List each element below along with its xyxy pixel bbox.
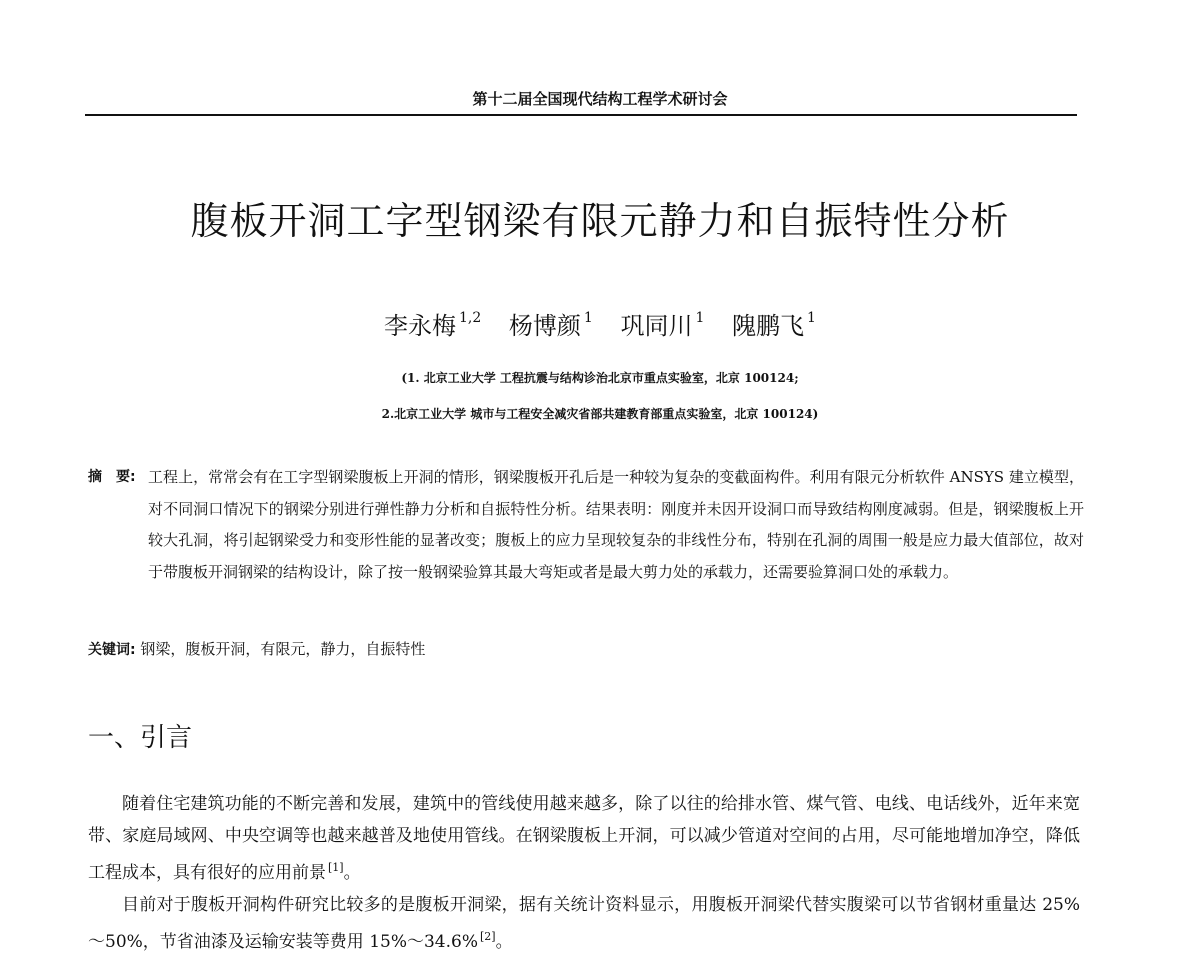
conference-header: 第十二届全国现代结构工程学术研讨会 bbox=[472, 90, 728, 108]
author-2 bbox=[509, 312, 593, 340]
author-affiliation-mark: 1 bbox=[807, 310, 816, 326]
abstract-block bbox=[88, 462, 1084, 588]
paragraph-1 bbox=[88, 788, 1080, 889]
author-name: 隗鹏飞 bbox=[732, 312, 805, 340]
author-name: 李永梅 bbox=[384, 312, 457, 340]
abstract-text: 工程上，常常会有在工字型钢梁腹板上开洞的情形，钢梁腹板开孔后是一种较为复杂的变截面构件。利用有限元分析软件 ANSYS 建立模型，对不同洞口情况下的钢梁分别进行弹性静力分析和自振特性分析。结果表明：刚度并未因开设洞口而导致结构刚度减弱。但是，钢梁腹板上开较大孔洞，将引起钢梁受力和变形性能的显著改变；腹板上的应力呈现较复杂的非线性分布，特别在孔洞的周围一般是应力最大值部位，故对于带腹板开洞钢梁的结构设计，除了按一般钢梁验算其最大弯矩或者是最大剪力处的承载力，还需要验算洞口处的承载力。 bbox=[148, 468, 1084, 581]
section-heading-introduction: 一、引言 bbox=[88, 723, 193, 753]
paragraph-2-text: 目前对于腹板开洞构件研究比较多的是腹板开洞梁，据有关统计资料显示，用腹板开洞梁代替实腹梁可以节省钢材重量达 25%～50%，节省油漆及运输安装等费用 15%～34.6% bbox=[88, 895, 1080, 952]
abstract-label: 摘 要: bbox=[88, 469, 136, 485]
keywords-block bbox=[88, 634, 1084, 666]
paragraph-1-end: 。 bbox=[343, 863, 361, 883]
author-3 bbox=[620, 312, 704, 340]
header-rule bbox=[85, 114, 1077, 116]
paragraph-2 bbox=[88, 889, 1080, 958]
citation-ref: [2] bbox=[479, 930, 496, 943]
paragraph-1-text: 随着住宅建筑功能的不断完善和发展，建筑中的管线使用越来越多，除了以往的给排水管、煤气管、电线、电话线外，近年来宽带、家庭局域网、中央空调等也越来越普及地使用管线。在钢梁腹板上开洞，可以减少管道对空间的占用，尽可能地增加净空，降低工程成本，具有很好的应用前景 bbox=[88, 794, 1080, 883]
author-1 bbox=[384, 312, 481, 340]
author-name: 巩同川 bbox=[620, 312, 693, 340]
affiliation-1: (1. 北京工业大学 工程抗震与结构诊治北京市重点实验室，北京 100124; bbox=[401, 371, 799, 385]
keywords-label: 关键词: bbox=[88, 642, 136, 658]
paper-title: 腹板开洞工字型钢梁有限元静力和自振特性分析 bbox=[190, 199, 1010, 243]
author-4 bbox=[732, 312, 816, 340]
body-text bbox=[88, 788, 1080, 958]
author-affiliation-mark: 1 bbox=[695, 310, 705, 326]
author-affiliation-mark: 1 bbox=[583, 310, 593, 326]
citation-ref: [1] bbox=[328, 861, 344, 874]
author-list bbox=[0, 306, 1200, 341]
author-name: 杨博颜 bbox=[508, 312, 581, 340]
keywords-text: 钢梁，腹板开洞，有限元，静力，自振特性 bbox=[140, 640, 426, 658]
paragraph-2-end: 。 bbox=[495, 932, 513, 952]
affiliation-2: 2.北京工业大学 城市与工程安全减灾省部共建教育部重点实验室，北京 100124) bbox=[381, 407, 819, 421]
author-affiliation-mark: 1,2 bbox=[459, 310, 482, 326]
